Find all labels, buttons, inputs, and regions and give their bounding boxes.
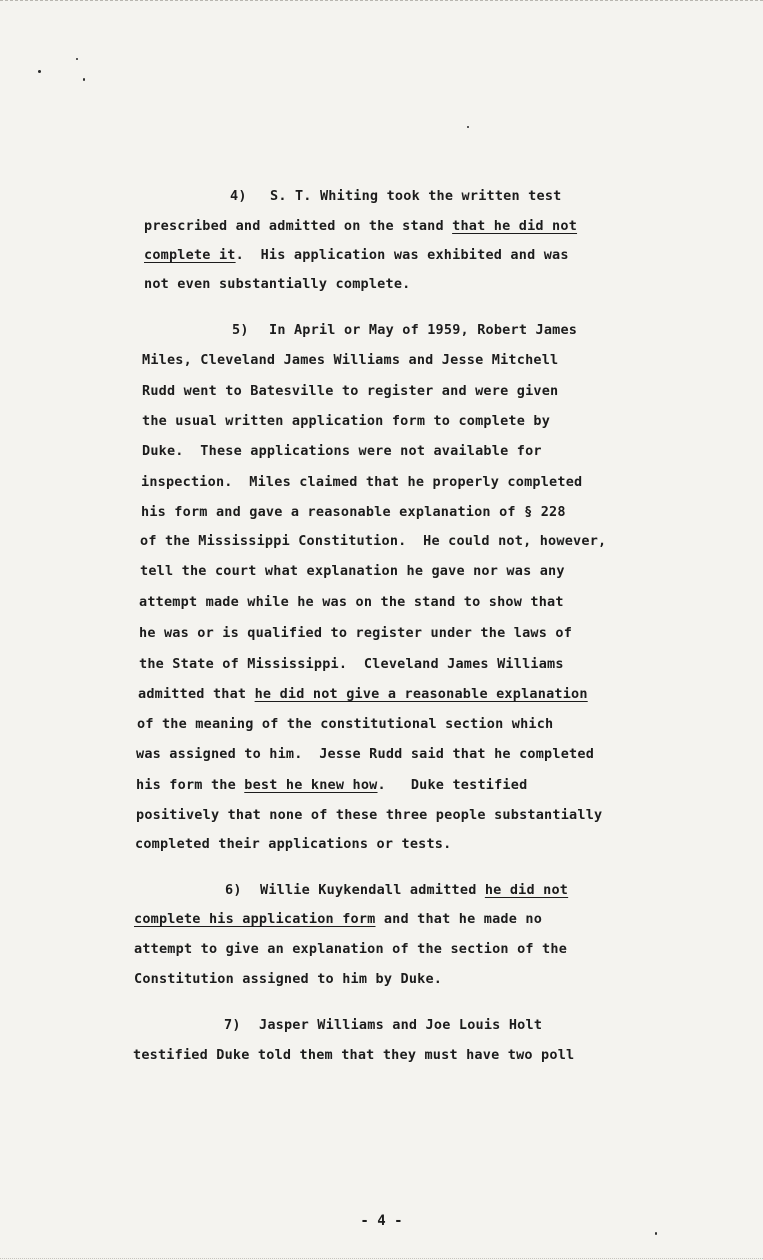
underlined-text: he did not xyxy=(484,882,569,898)
text-segment: positively that none of these three people substantially xyxy=(136,807,603,823)
text-line xyxy=(270,188,561,204)
scan-speck xyxy=(655,1232,657,1235)
text-segment: the State of Mississippi. Cleveland James Williams xyxy=(139,656,564,672)
text-segment: Duke. These applications were not available for xyxy=(142,443,542,459)
text-line xyxy=(134,971,442,987)
text-segment: and that he made no xyxy=(375,911,543,927)
text-line xyxy=(134,911,542,927)
text-line xyxy=(136,746,594,762)
text-segment: . His application was exhibited and was xyxy=(235,247,569,263)
text-line xyxy=(144,247,569,263)
text-segment: of the meaning of the constitutional section which xyxy=(137,716,554,732)
text-line xyxy=(142,352,558,368)
scan-speck xyxy=(38,70,41,73)
text-line xyxy=(136,777,527,793)
page-bottom-edge xyxy=(0,1258,763,1259)
text-line xyxy=(138,686,588,702)
text-line xyxy=(139,656,564,672)
text-segment: tell the court what explanation he gave nor was any xyxy=(140,563,565,579)
text-line xyxy=(140,563,565,579)
underlined-text: complete his application form xyxy=(134,911,376,927)
text-line xyxy=(142,383,558,399)
text-line xyxy=(144,276,411,292)
underlined-text: best he knew how xyxy=(244,777,378,793)
text-line xyxy=(259,1017,542,1033)
page-number: - 4 - xyxy=(360,1213,403,1229)
text-segment: completed their applications or tests. xyxy=(135,836,452,852)
scan-speck xyxy=(76,58,78,60)
paragraph-number: 7) xyxy=(224,1017,241,1033)
scan-speck xyxy=(83,78,85,81)
text-segment: not even substantially complete. xyxy=(144,276,411,292)
text-segment: prescribed and admitted on the stand xyxy=(144,218,453,234)
text-line xyxy=(136,807,602,823)
text-segment: his form the xyxy=(136,777,245,793)
text-line xyxy=(141,474,582,490)
text-segment: inspection. Miles claimed that he properly completed xyxy=(141,474,583,490)
text-segment: of the Mississippi Constitution. He could not, however, xyxy=(140,533,607,549)
text-line xyxy=(139,594,564,610)
text-line xyxy=(142,443,542,459)
text-line xyxy=(260,882,568,898)
text-segment: he was or is qualified to register under the laws of xyxy=(139,625,573,641)
text-segment: Constitution assigned to him by Duke. xyxy=(134,971,443,987)
scan-speck xyxy=(467,126,469,128)
page-top-edge xyxy=(0,0,763,1)
text-segment: In April or May of 1959, Robert James xyxy=(269,322,578,338)
paragraph-number: 5) xyxy=(232,322,249,338)
paragraph-number: 6) xyxy=(225,882,242,898)
paragraph-number: 4) xyxy=(230,188,247,204)
text-line xyxy=(140,533,606,549)
text-segment: Willie Kuykendall admitted xyxy=(260,882,485,898)
text-segment: the usual written application form to complete by xyxy=(142,413,551,429)
text-segment: Miles, Cleveland James Williams and Jesse Mitchell xyxy=(142,352,559,368)
text-segment: attempt made while he was on the stand to show that xyxy=(139,594,564,610)
text-line xyxy=(135,836,451,852)
text-segment: his form and gave a reasonable explanation of § 228 xyxy=(141,504,566,520)
text-line xyxy=(144,218,577,234)
text-line xyxy=(141,504,566,520)
text-line xyxy=(133,1047,574,1063)
text-segment: admitted that xyxy=(138,686,255,702)
text-line xyxy=(134,941,567,957)
text-segment: Jasper Williams and Joe Louis Holt xyxy=(259,1017,543,1033)
text-line xyxy=(139,625,572,641)
text-line xyxy=(269,322,577,338)
text-segment: . Duke testified xyxy=(377,777,528,793)
underlined-text: he did not give a reasonable explanation xyxy=(254,686,588,702)
text-segment: was assigned to him. Jesse Rudd said that he completed xyxy=(136,746,595,762)
text-segment: testified Duke told them that they must have two poll xyxy=(133,1047,575,1063)
text-segment: Rudd went to Batesville to register and were given xyxy=(142,383,559,399)
underlined-text: that he did not xyxy=(452,218,578,234)
text-segment: attempt to give an explanation of the section of the xyxy=(134,941,568,957)
text-line xyxy=(142,413,550,429)
text-segment: S. T. Whiting took the written test xyxy=(270,188,562,204)
underlined-text: complete it xyxy=(144,247,236,263)
text-line xyxy=(137,716,553,732)
